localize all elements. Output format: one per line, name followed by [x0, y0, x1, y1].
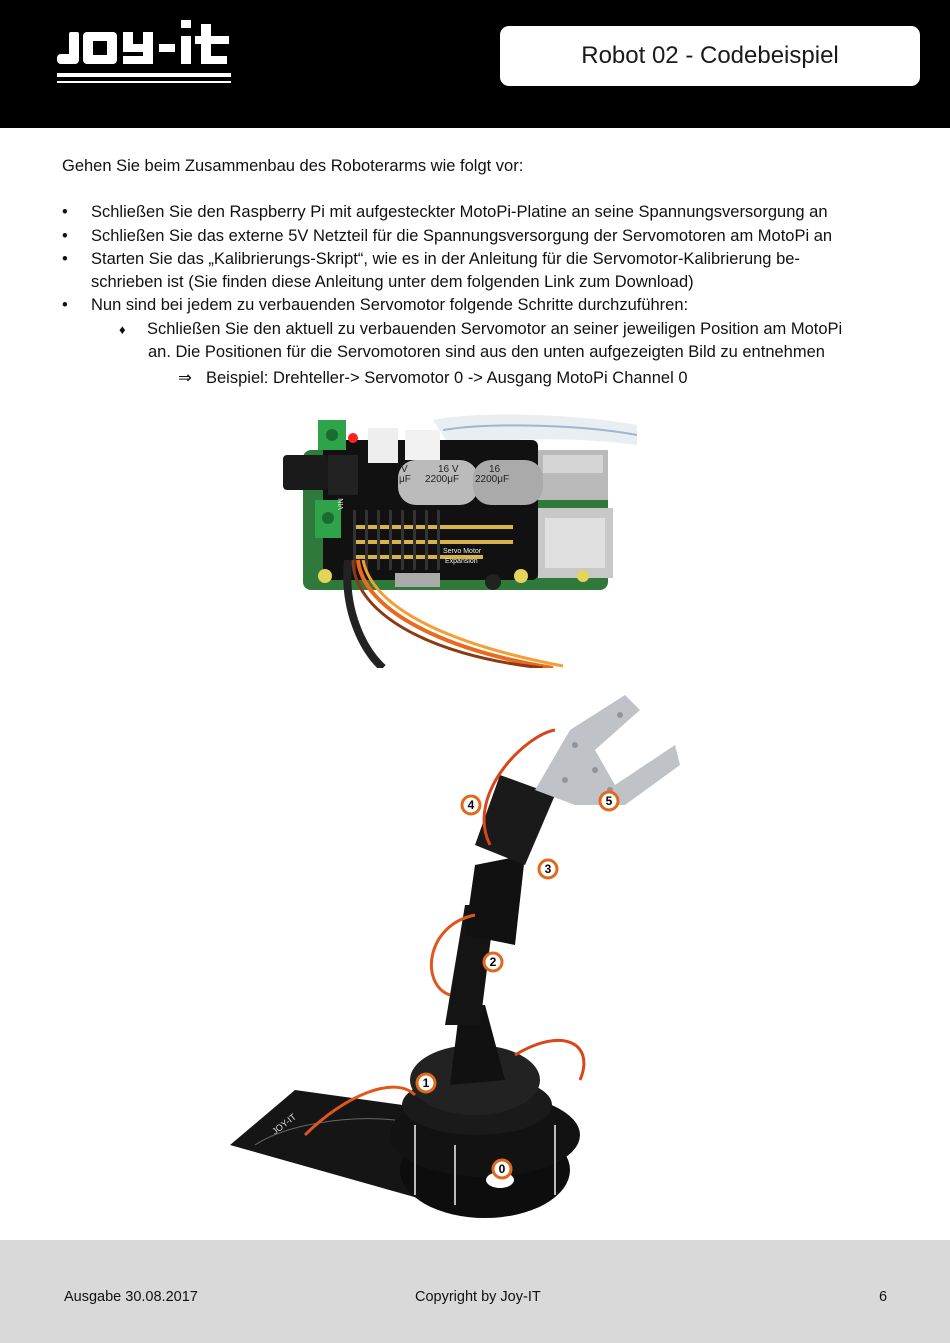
list-item: • Starten Sie das „Kalibrierungs-Skript“, wie es in der Anleitung für die Servomotor-Kalibrierung be- schrieben ist (Sie finden diese Anleitung unter dem folgenden Link zum Download)	[62, 249, 800, 292]
edition-date: Ausgabe 30.08.2017	[64, 1289, 198, 1305]
bullet-list	[62, 201, 892, 317]
capacitor-label: 16 V	[438, 464, 459, 475]
page-title: Robot 02 - Codebeispiel	[500, 26, 920, 86]
motopi-board-photo	[283, 410, 637, 668]
bullet-icon: •	[62, 296, 68, 315]
arrow-icon: ⇒	[178, 369, 192, 387]
badge-label: 2	[489, 955, 497, 969]
sub-item-continuation: an. Die Positionen für die Servomotoren sind aus den unten aufgezeigten Bild zu entnehmen	[148, 343, 825, 362]
base-label: JOY-IT	[270, 1111, 299, 1137]
badge-label: 4	[467, 798, 475, 812]
pcb-label: VIN	[338, 498, 345, 510]
badge-label: 0	[498, 1162, 506, 1176]
capacitor-label: 2200μF	[425, 474, 460, 485]
example-text: Beispiel: Drehteller-> Servomotor 0 -> Ausgang MotoPi Channel 0	[206, 369, 688, 387]
example-line	[178, 367, 688, 390]
capacitor-label: 16	[489, 464, 501, 475]
page-footer	[0, 1240, 950, 1343]
badge-label: 3	[544, 862, 552, 876]
list-item: • Schließen Sie den Raspberry Pi mit aufgesteckter MotoPi-Platine an seine Spannungsversorgung an	[62, 201, 892, 224]
pcb-label: Expansion	[445, 558, 478, 565]
bullet-icon: •	[62, 249, 68, 268]
diamond-icon: ♦	[119, 321, 126, 337]
badge-label: 1	[422, 1076, 430, 1090]
copyright-text: Copyright by Joy-IT	[415, 1289, 541, 1305]
joy-it-logo	[55, 20, 235, 90]
list-item: • Nun sind bei jedem zu verbauenden Servomotor folgende Schritte durchzuführen:	[62, 294, 892, 317]
list-item: • Schließen Sie das externe 5V Netzteil für die Spannungsversorgung der Servomotoren am MotoPi an	[62, 225, 892, 248]
capacitor-label: μF	[399, 474, 411, 485]
badge-label: 5	[605, 794, 613, 808]
capacitor-label: 2200μF	[475, 474, 510, 485]
instructions	[62, 155, 892, 387]
pcb-label: Servo Motor	[443, 548, 482, 555]
bullet-icon: •	[62, 203, 68, 222]
robot-arm-photo	[225, 675, 725, 1230]
page-number: 6	[879, 1289, 888, 1305]
capacitor-label: V	[401, 464, 408, 475]
page-header	[0, 0, 950, 128]
intro-text: Gehen Sie beim Zusammenbau des Roboterarms wie folgt vor:	[62, 157, 524, 175]
bullet-icon: •	[62, 226, 68, 245]
sub-list-item: ♦ Schließen Sie den aktuell zu verbauenden Servomotor an seiner jeweiligen Position am MotoPi	[120, 318, 892, 341]
sub-list	[62, 318, 892, 341]
